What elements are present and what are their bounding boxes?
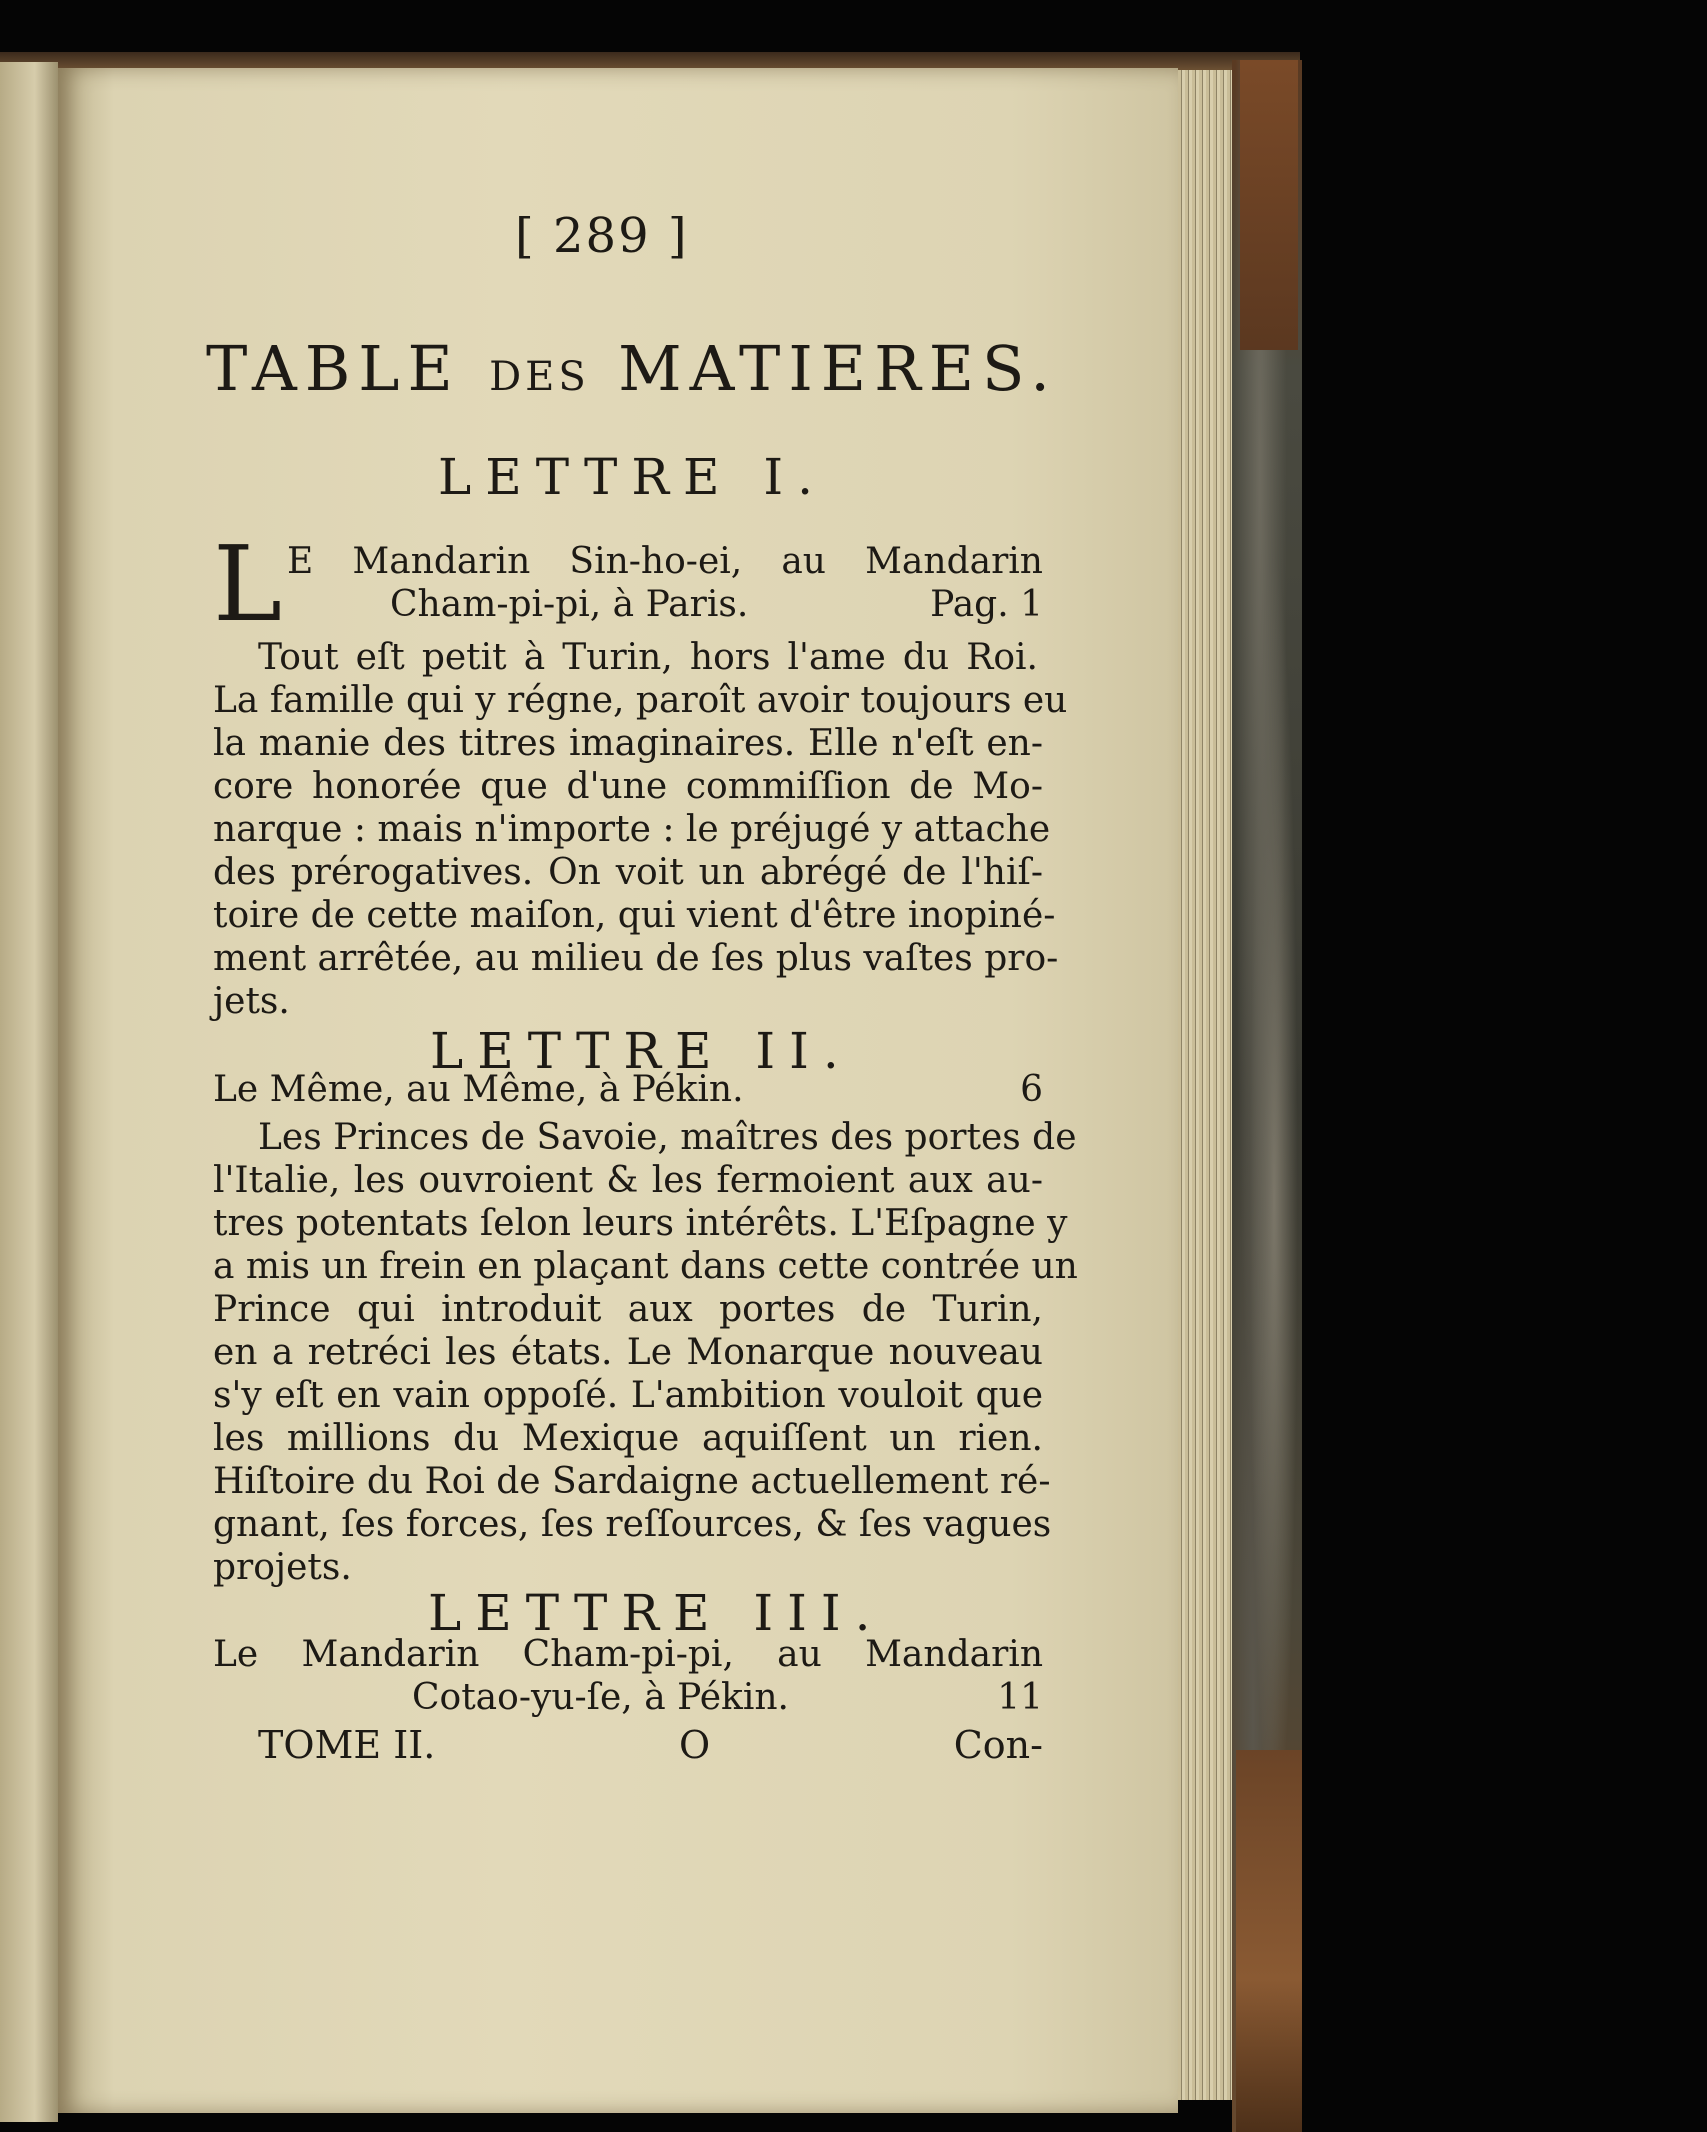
summary-line: Prince qui introduit aux portes de Turin, [213, 1289, 1043, 1330]
summary-line: jets. [213, 981, 290, 1022]
leather-spine-top [1240, 60, 1298, 350]
page-number: [ 289 ] [515, 208, 689, 264]
summary-line: Tout eſt petit à Turin, hors l'ame du Roi. [258, 637, 1038, 678]
catchword: Con- [953, 1723, 1043, 1767]
summary-line: l'Italie, les ouvroient & les fermoient aux au- [213, 1160, 1043, 1201]
letter-2-title: Le Même, au Même, à Pékin. [213, 1069, 744, 1110]
summary-line: la manie des titres imaginaires. Elle n'eſt en- [213, 723, 1043, 764]
summary-line: Les Princes de Savoie, maîtres des portes de [258, 1117, 1077, 1158]
letter-2-title-line [213, 1068, 1043, 1111]
title-matieres: MATIERES. [618, 332, 1058, 405]
tome-label: TOME II. [258, 1723, 436, 1767]
title-des: DES [489, 354, 590, 400]
summary-line: en a retréci les états. Le Monarque nouveau [213, 1332, 1043, 1373]
summary-line: a mis un frein en plaçant dans cette contrée un [213, 1246, 1078, 1287]
letter-3-heading: LETTRE III. [428, 1584, 885, 1642]
letter-1-addressee: Cham-pi-pi, à Paris. [390, 584, 749, 625]
summary-line: ment arrêtée, au milieu de ſes plus vaſtes pro- [213, 938, 1059, 979]
summary-line: s'y eſt en vain oppoſé. L'ambition vouloit que [213, 1375, 1043, 1416]
summary-line: gnant, ſes forces, ſes reſſources, & ſes vagues [213, 1504, 1052, 1545]
letter-2-page-ref: 6 [1020, 1069, 1043, 1110]
summary-line: les millions du Mexique aquiſſent un rien. [213, 1418, 1043, 1459]
summary-line: tres potentats ſelon leurs intérêts. L'Eſpagne y [213, 1203, 1068, 1244]
summary-line: des prérogatives. On voit un abrégé de l'hiſ- [213, 852, 1043, 893]
letter-1-page-ref: Pag. 1 [930, 584, 1043, 625]
letter-1-title-line-2 [390, 583, 1043, 626]
page-footer [258, 1724, 1043, 1767]
leather-spine-bottom [1236, 1750, 1302, 2132]
letter-1-title-line: E Mandarin Sin-ho-ei, au Mandarin [287, 541, 1043, 582]
letter-3-addressee: Cotao-yu-ſe, à Pékin. [412, 1677, 789, 1718]
summary-line: projets. [213, 1547, 352, 1588]
signature-mark: O [678, 1723, 711, 1767]
summary-line: narque : mais n'importe : le préjugé y attache [213, 809, 1051, 850]
drop-cap: L [213, 523, 283, 645]
letter-3-title-line: Le Mandarin Cham-pi-pi, au Mandarin [213, 1634, 1043, 1675]
letter-2-heading: LETTRE II. [430, 1022, 853, 1080]
page-title [206, 332, 1058, 405]
letter-1-heading: LETTRE I. [438, 448, 828, 506]
summary-line: core honorée que d'une commiſſion de Mo- [213, 766, 1043, 807]
letter-3-title-line-2 [412, 1676, 1043, 1719]
facing-page-edge [0, 62, 58, 2122]
summary-line: toire de cette maiſon, qui vient d'être inopiné- [213, 895, 1056, 936]
summary-line: La famille qui y régne, paroît avoir toujours eu [213, 680, 1068, 721]
letter-3-page-ref: 11 [997, 1677, 1043, 1718]
title-table: TABLE [206, 332, 461, 405]
page-edges [1178, 70, 1232, 2100]
summary-line: Hiſtoire du Roi de Sardaigne actuellement ré- [213, 1461, 1051, 1502]
